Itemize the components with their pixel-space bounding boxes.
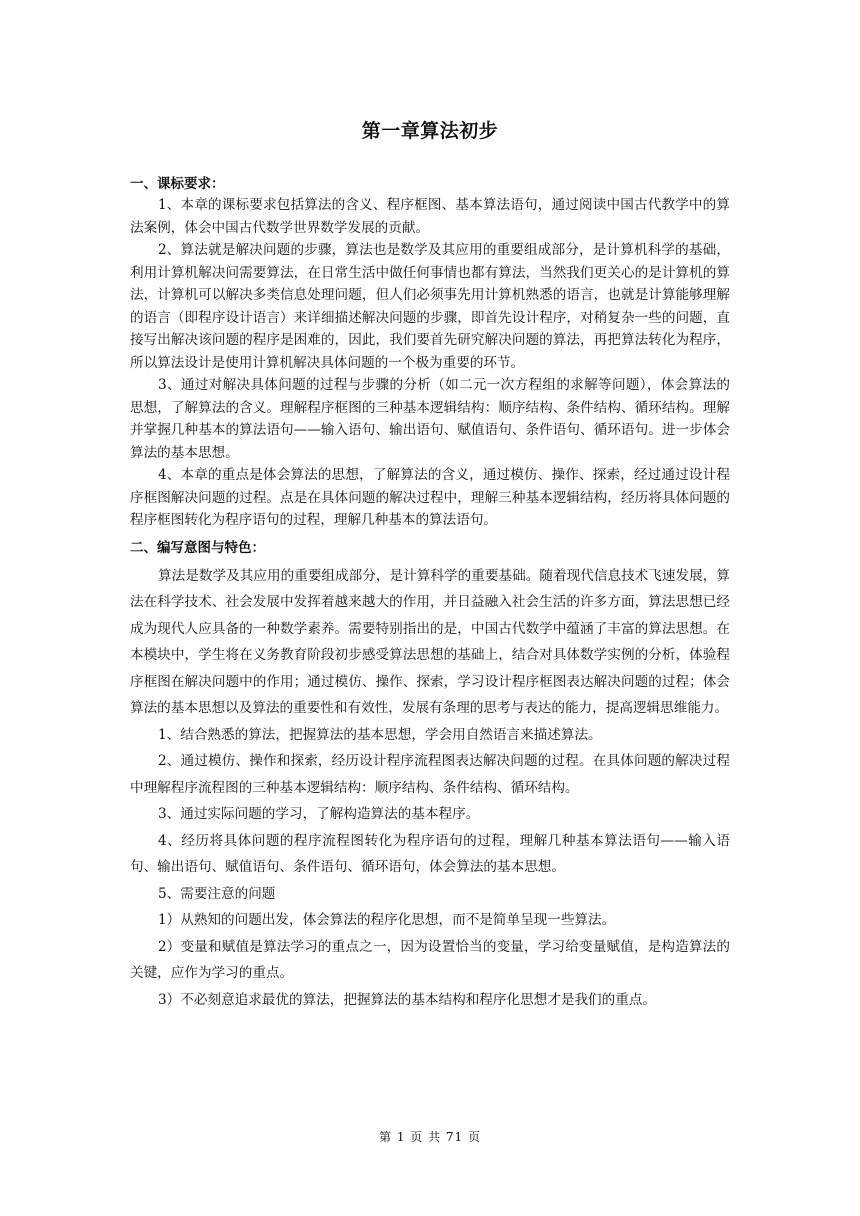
paragraph: 2、算法就是解决问题的步骤，算法也是数学及其应用的重要组成部分，是计算机科学的基础，利用计算机解决问需要算法，在日常生活中做任何事情也都有算法，当然我们更关心的是计算机的算法，计算机可以解决多类信息处理问题，但人们必须事先用计算机熟悉的语言，也就是计算能够理解的语言（即程序设计语言）来详细描述解决问题的步骤，即首先设计程序，对稍复杂一些的问题，直接写出解决该问题的程序是困难的，因此，我们要首先研究解决问题的算法，再把算法转化为程序，所以算法设计是使用计算机解决具体问题的一个极为重要的环节。 bbox=[130, 242, 730, 371]
document-body bbox=[130, 174, 730, 1013]
paragraph: 3、通过对解决具体问题的过程与步骤的分析（如二元一次方程组的求解等问题），体会算法的思想，了解算法的含义。理解程序框图的三种基本逻辑结构：顺序结构、条件结构、循环结构。理解并掌握几种基本的算法语句——输入语句、输出语句、赋值语句、条件语句、循环语句。进一步体会算法的基本思想。 bbox=[130, 377, 730, 461]
section-curriculum-requirements bbox=[130, 174, 730, 532]
paragraph: 2、通过模仿、操作和探索，经历设计程序流程图表达解决问题的过程。在具体问题的解决过程中理解程序流程图的三种基本逻辑结构：顺序结构、条件结构、循环结构。 bbox=[130, 753, 730, 796]
paragraph: 4、本章的重点是体会算法的思想，了解算法的含义，通过模仿、操作、探索，经过通过设计程序框图解决问题的过程。点是在具体问题的解决过程中，理解三种基本逻辑结构，经历将具体问题的程序框图转化为程序语句的过程，理解几种基本的算法语句。 bbox=[130, 467, 730, 528]
section-heading: 二、编写意图与特色： bbox=[130, 539, 265, 556]
paragraph: 1、本章的课标要求包括算法的含义、程序框图、基本算法语句，通过阅读中国古代教学中的算法案例，体会中国古代数学世界数学发展的贡献。 bbox=[130, 197, 730, 236]
paragraph: 3、通过实际问题的学习，了解构造算法的基本程序。 bbox=[158, 806, 480, 822]
page-footer: 第 1 页 共 71 页 bbox=[379, 1130, 481, 1144]
list-item: 2）变量和赋值是算法学习的重点之一，因为设置恰当的变量，学习给变量赋值，是构造算法的关键，应作为学习的重点。 bbox=[130, 938, 730, 981]
paragraph: 4、经历将具体问题的程序流程图转化为程序语句的过程，理解几种基本算法语句——输入语句、输出语句、赋值语句、条件语句、循环语句，体会算法的基本思想。 bbox=[130, 832, 730, 875]
page-title: 第一章算法初步 bbox=[361, 120, 499, 142]
paragraph: 5、需要注意的问题 bbox=[158, 885, 276, 902]
paragraph: 1、结合熟悉的算法，把握算法的基本思想，学会用自然语言来描述算法。 bbox=[158, 726, 602, 743]
list-item: 1）从熟知的问题出发，体会算法的程序化思想，而不是简单呈现一些算法。 bbox=[158, 912, 616, 928]
section-heading: 一、课标要求： bbox=[130, 176, 225, 192]
paragraph: 算法是数学及其应用的重要组成部分，是计算科学的重要基础。随着现代信息技术飞速发展，算法在科学技术、社会发展中发挥着越来越大的作用，并日益融入社会生活的许多方面，算法思想已经成为现代人应具备的一种数学素养。需要特别指出的是，中国古代数学中蕴涵了丰富的算法思想。在本模块中，学生将在义务教育阶段初步感受算法思想的基础上，结合对具体数学实例的分析，体验程序框图在解决问题中的作用；通过模仿、操作、探索，学习设计程序框图表达解决问题的过程；体会算法的基本思想以及算法的重要性和有效性，发展有条理的思考与表达的能力，提高逻辑思维能力。 bbox=[130, 567, 730, 716]
section-design-intent bbox=[130, 538, 730, 1014]
list-item: 3）不必刻意追求最优的算法，把握算法的基本结构和程序化思想才是我们的重点。 bbox=[158, 991, 657, 1008]
